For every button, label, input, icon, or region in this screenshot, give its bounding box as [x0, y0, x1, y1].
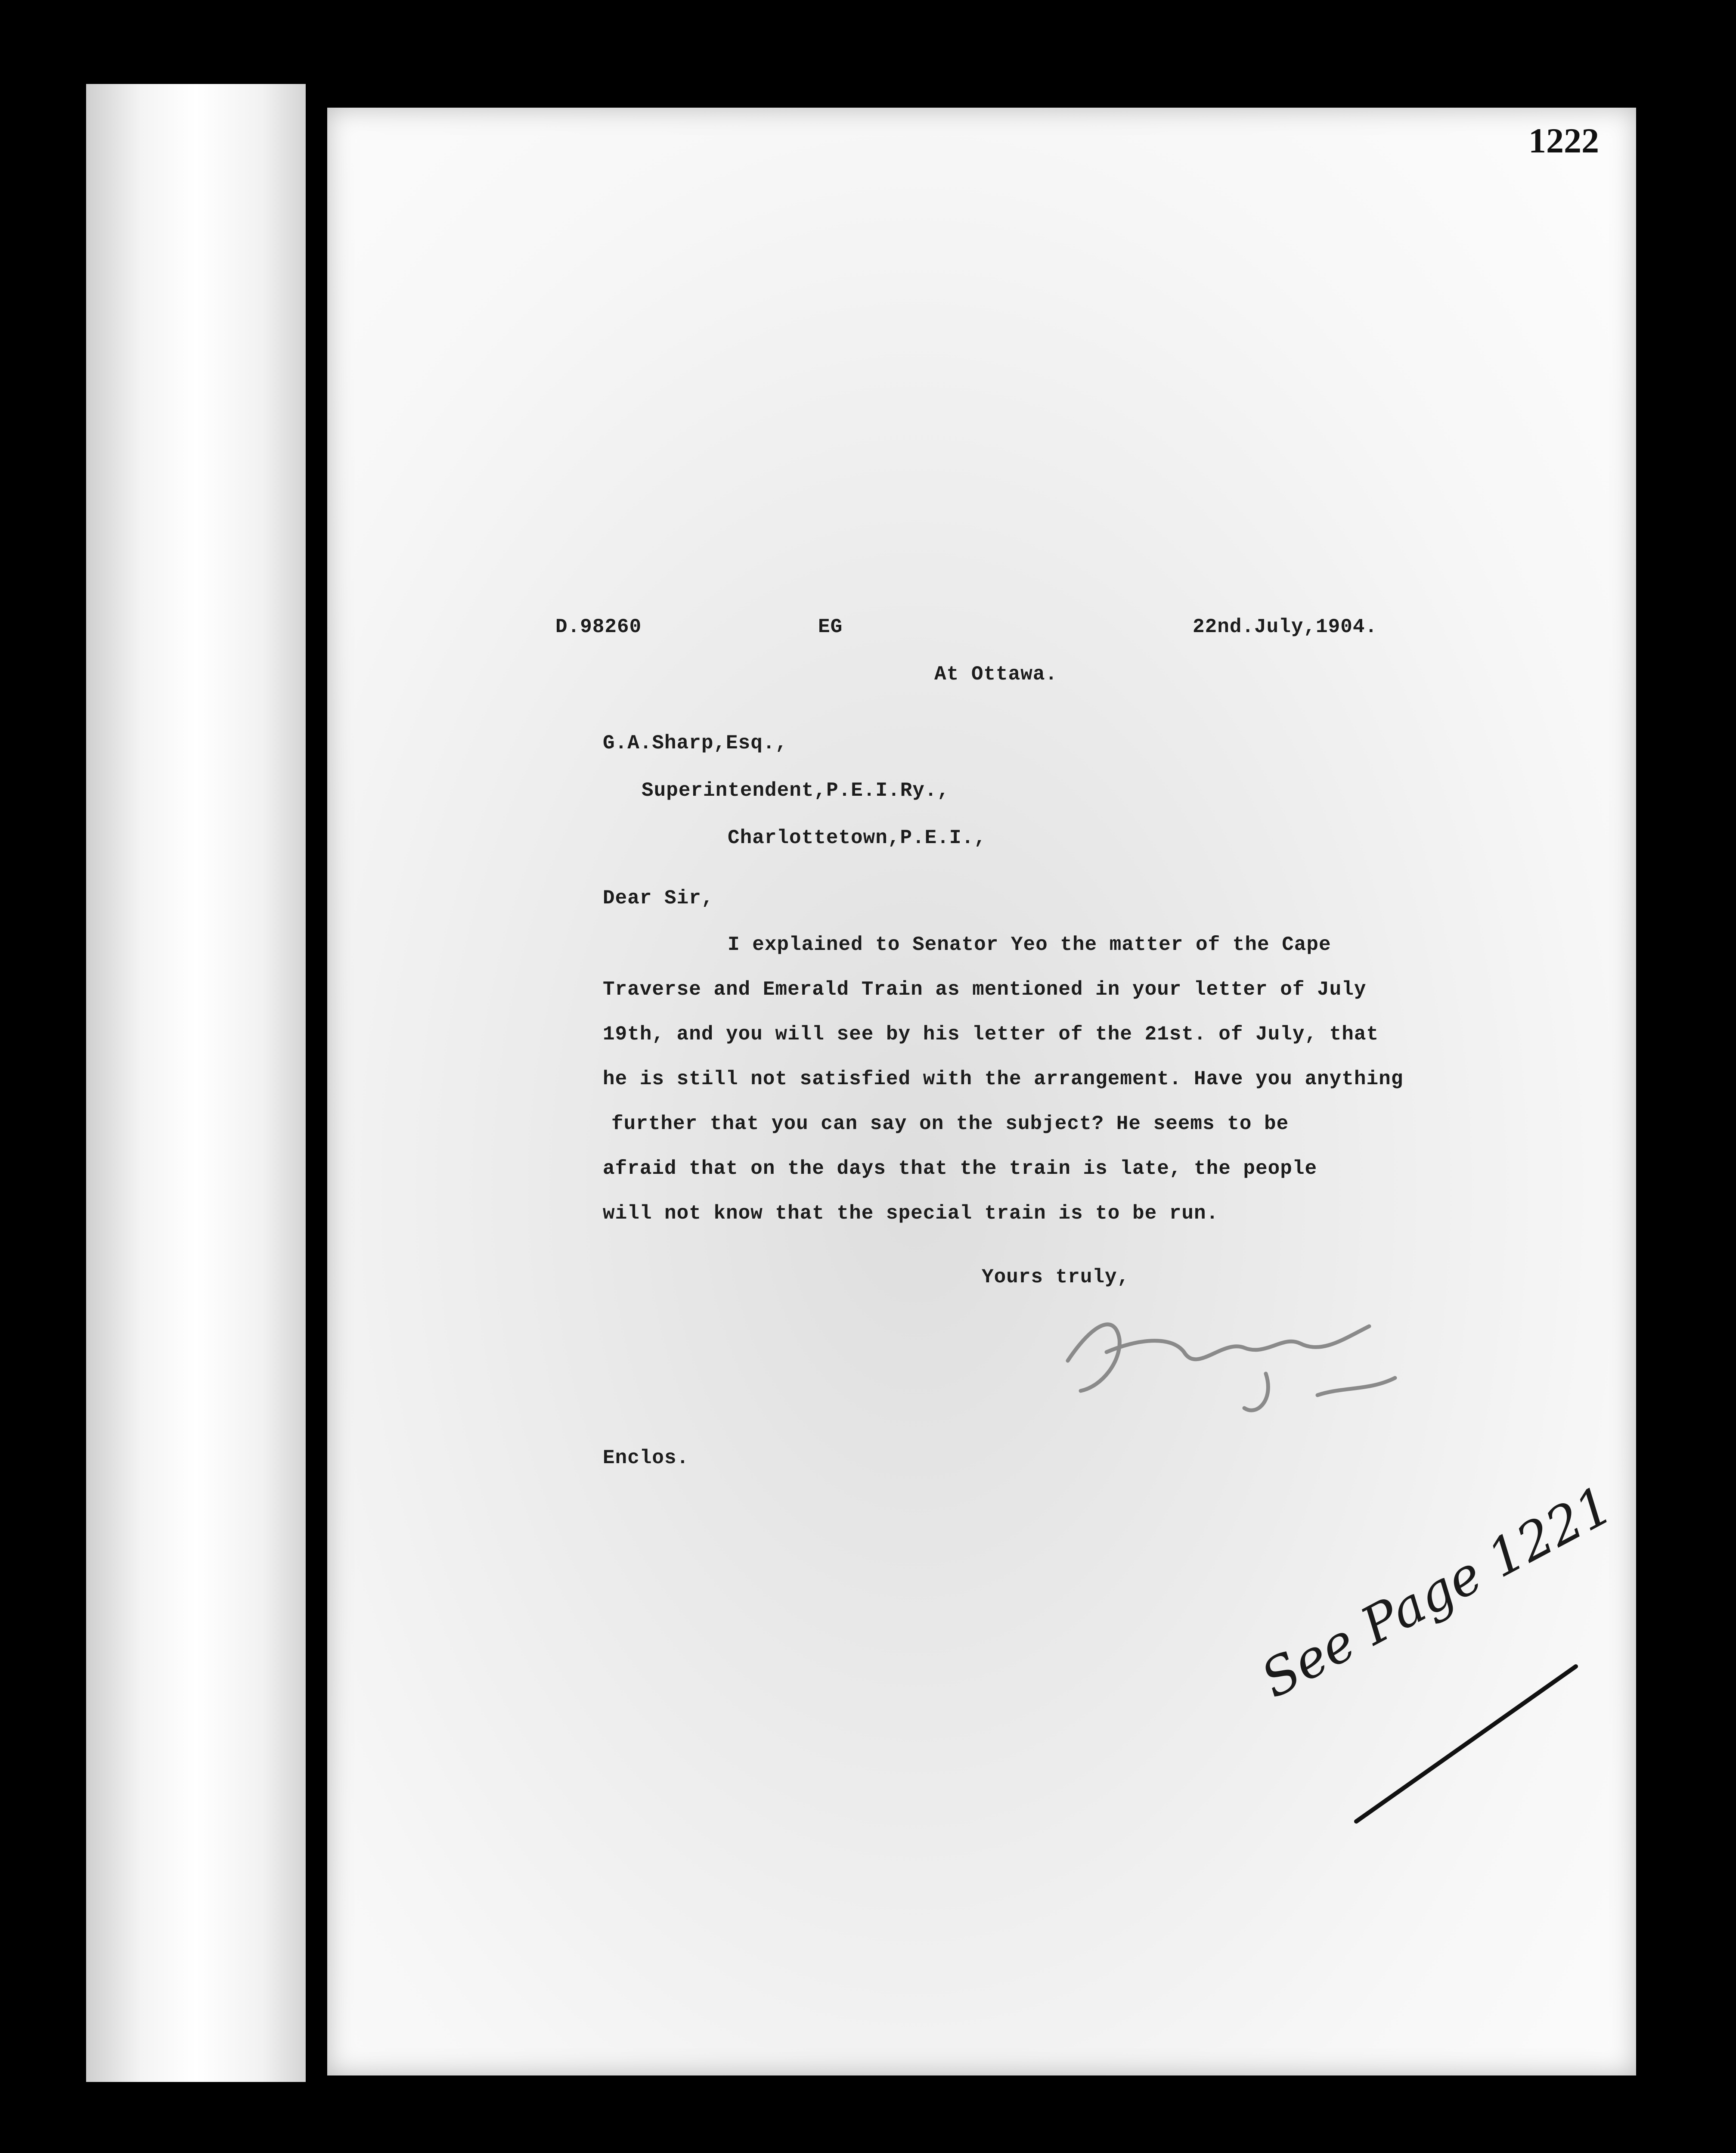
body-line: afraid that on the days that the train is late, the people	[603, 1157, 1318, 1180]
file-reference: D.98260	[555, 616, 642, 638]
binding-strip	[86, 84, 306, 2082]
body-line: I explained to Senator Yeo the matter of the Cape	[728, 934, 1331, 956]
body-line: 19th, and you will see by his letter of the 21st. of July, that	[603, 1023, 1379, 1045]
handwritten-note	[1249, 1475, 1622, 1834]
body-line: Traverse and Emerald Train as mentioned in your letter of July	[603, 978, 1367, 1001]
recipient-name: G.A.Sharp,Esq.,	[603, 732, 788, 754]
recipient-title: Superintendent,P.E.I.Ry.,	[642, 779, 950, 802]
recipient-city: Charlottetown,P.E.I.,	[728, 827, 986, 849]
body-line: will not know that the special train is to be run.	[603, 1202, 1219, 1225]
sender-initials: EG	[818, 616, 843, 638]
page-number: 1222	[1528, 121, 1599, 160]
salutation: Dear Sir,	[603, 887, 714, 909]
enclosure-note: Enclos.	[603, 1447, 689, 1469]
handwritten-underline	[1249, 1524, 1593, 1834]
letter-date: 22nd.July,1904.	[1193, 616, 1378, 638]
signature-scrawl	[1042, 1287, 1412, 1430]
body-line: further that you can say on the subject? He seems to be	[611, 1113, 1289, 1135]
closing: Yours truly,	[982, 1266, 1130, 1288]
handwritten-note-text: See Page 1221	[1252, 1475, 1622, 1710]
letter-place: At Ottawa.	[934, 663, 1058, 686]
body-line: he is still not satisfied with the arrangement. Have you anything	[603, 1068, 1404, 1090]
